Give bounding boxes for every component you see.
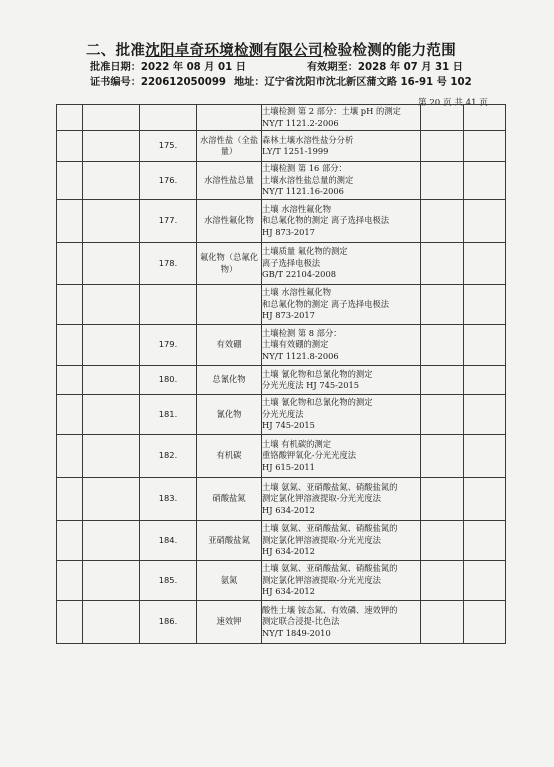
standard-line: 分光光度法 — [262, 408, 304, 419]
standard-line: 酸性土壤 铵态氮、有效磷、速效钾的 — [262, 604, 398, 615]
table-row — [57, 478, 506, 521]
empty-cell — [421, 561, 464, 601]
empty-cell — [83, 243, 140, 285]
empty-cell — [57, 325, 83, 366]
empty-cell — [464, 435, 506, 478]
standard-line: HJ 615-2011 — [262, 461, 315, 472]
standard-line: 测定氯化钾溶液提取-分光光度法 — [262, 534, 381, 545]
standard-method — [262, 478, 421, 521]
empty-cell — [57, 285, 83, 325]
test-item: 总氰化物 — [197, 366, 262, 395]
empty-cell — [57, 366, 83, 395]
standard-line: 重铬酸钾氧化-分光光度法 — [262, 450, 357, 461]
item-number: 180. — [140, 366, 197, 395]
table-row — [57, 131, 506, 162]
test-item: 水溶性盐（全盐量） — [197, 131, 262, 162]
empty-cell — [464, 521, 506, 561]
empty-cell — [83, 105, 140, 131]
empty-cell — [421, 243, 464, 285]
empty-cell — [464, 243, 506, 285]
empty-cell — [421, 521, 464, 561]
standard-line: HJ 634-2012 — [262, 504, 315, 515]
empty-cell — [421, 395, 464, 435]
item-number — [140, 105, 197, 131]
empty-cell — [421, 200, 464, 243]
empty-cell — [83, 162, 140, 200]
standard-line: 土壤检测 第 2 部分：土壤 pH 的测定 — [262, 106, 401, 116]
standard-line: 土壤 氨氮、亚硝酸盐氮、硝酸盐氮的 — [262, 523, 398, 534]
empty-cell — [464, 285, 506, 325]
standard-line: 离子选择电极法 — [262, 257, 321, 268]
page-number: 第 20 页 共 41 页 — [418, 98, 488, 108]
test-item: 硝酸盐氮 — [197, 478, 262, 521]
item-number: 179. — [140, 325, 197, 366]
standard-line: 森林土壤水溶性盐分分析 — [262, 134, 354, 145]
test-item: 亚硝酸盐氮 — [197, 521, 262, 561]
empty-cell — [464, 131, 506, 162]
empty-cell — [464, 325, 506, 366]
table-row — [57, 105, 506, 131]
empty-cell — [83, 478, 140, 521]
item-number: 183. — [140, 478, 197, 521]
standard-line: HJ 634-2012 — [262, 586, 315, 597]
standard-line: 土壤有效硼的测定 — [262, 339, 329, 350]
empty-cell — [83, 200, 140, 243]
item-number: 181. — [140, 395, 197, 435]
standard-method — [262, 243, 421, 285]
standard-method — [262, 366, 421, 395]
standard-line: 土壤检测 第 8 部分： — [262, 327, 342, 338]
empty-cell — [57, 200, 83, 243]
standard-method — [262, 162, 421, 200]
empty-cell — [57, 478, 83, 521]
standard-line: LY/T 1251-1999 — [262, 146, 329, 156]
item-number: 177. — [140, 200, 197, 243]
empty-cell — [464, 162, 506, 200]
standard-method — [262, 325, 421, 366]
capability-table — [56, 104, 506, 644]
standard-line: 测定氯化钾溶液提取-分光光度法 — [262, 574, 381, 585]
table-row — [57, 162, 506, 200]
standard-method — [262, 521, 421, 561]
standard-line: 土壤 氨氮、亚硝酸盐氮、硝酸盐氮的 — [262, 563, 398, 574]
empty-cell — [83, 325, 140, 366]
empty-cell — [57, 601, 83, 644]
item-number — [140, 285, 197, 325]
standard-method — [262, 200, 421, 243]
standard-line: 土壤 氨氮、亚硝酸盐氮、硝酸盐氮的 — [262, 481, 398, 492]
empty-cell — [83, 435, 140, 478]
table-row — [57, 325, 506, 366]
empty-cell — [421, 131, 464, 162]
page-title — [86, 39, 456, 60]
standard-line: 土壤 氰化物和总氰化物的测定 — [262, 368, 373, 379]
empty-cell — [83, 561, 140, 601]
standard-line: 土壤 水溶性氟化物 — [262, 287, 332, 298]
item-number: 175. — [140, 131, 197, 162]
empty-cell — [421, 285, 464, 325]
empty-cell — [57, 521, 83, 561]
table-row — [57, 285, 506, 325]
standard-line: HJ 873-2017 — [262, 310, 315, 321]
test-item: 有机碳 — [197, 435, 262, 478]
standard-line: HJ 873-2017 — [262, 226, 315, 237]
standard-line: 土壤 氰化物和总氰化物的测定 — [262, 397, 373, 408]
standard-line: 土壤质量 氟化物的测定 — [262, 246, 348, 257]
standard-method — [262, 131, 421, 162]
standard-line: 测定氯化钾溶液提取-分光光度法 — [262, 493, 381, 504]
standard-method — [262, 285, 421, 325]
item-number: 184. — [140, 521, 197, 561]
test-item: 速效钾 — [197, 601, 262, 644]
table-row — [57, 366, 506, 395]
table-row — [57, 601, 506, 644]
standard-line: NY/T 1121.2-2006 — [262, 117, 339, 128]
empty-cell — [421, 366, 464, 395]
standard-line: 土壤 有机碳的测定 — [262, 438, 332, 449]
empty-cell — [83, 395, 140, 435]
empty-cell — [57, 561, 83, 601]
empty-cell — [421, 325, 464, 366]
empty-cell — [464, 200, 506, 243]
item-number: 178. — [140, 243, 197, 285]
table-row — [57, 243, 506, 285]
address: 地址：辽宁省沈阳市沈北新区蒲文路 16-91 号 102 — [234, 77, 472, 88]
standard-line: 分光光度法 HJ 745-2015 — [262, 380, 360, 390]
table-row — [57, 435, 506, 478]
empty-cell — [421, 105, 464, 131]
standard-line: NY/T 1849-2010 — [262, 627, 331, 638]
empty-cell — [464, 395, 506, 435]
standard-line: 土壤水溶性盐总量的测定 — [262, 174, 354, 185]
approval-date: 批准日期：2022 年 08 月 01 日 — [90, 62, 246, 73]
empty-cell — [421, 601, 464, 644]
empty-cell — [57, 243, 83, 285]
standard-line: HJ 745-2015 — [262, 420, 315, 431]
table-row — [57, 200, 506, 243]
standard-line: HJ 634-2012 — [262, 546, 315, 557]
standard-line: 土壤检测 第 16 部分： — [262, 163, 347, 174]
test-item: 水溶性盐总量 — [197, 162, 262, 200]
standard-line: GB/T 22104-2008 — [262, 269, 337, 280]
test-item: 氰化物 — [197, 395, 262, 435]
empty-cell — [83, 521, 140, 561]
empty-cell — [57, 162, 83, 200]
empty-cell — [464, 105, 506, 131]
standard-method — [262, 435, 421, 478]
standard-method — [262, 601, 421, 644]
empty-cell — [83, 285, 140, 325]
empty-cell — [464, 366, 506, 395]
title-organization: 沈阳卓奇环境检测有限公司 — [145, 43, 323, 59]
empty-cell — [421, 478, 464, 521]
item-number: 182. — [140, 435, 197, 478]
test-item — [197, 105, 262, 131]
empty-cell — [57, 131, 83, 162]
empty-cell — [83, 601, 140, 644]
test-item: 水溶性氟化物 — [197, 200, 262, 243]
empty-cell — [57, 395, 83, 435]
standard-method — [262, 561, 421, 601]
empty-cell — [57, 435, 83, 478]
standard-line: NY/T 1121.8-2006 — [262, 350, 339, 361]
test-item: 有效硼 — [197, 325, 262, 366]
standard-line: NY/T 1121.16-2006 — [262, 186, 344, 197]
standard-method — [262, 395, 421, 435]
test-item: 氨氮 — [197, 561, 262, 601]
item-number: 176. — [140, 162, 197, 200]
table-row — [57, 395, 506, 435]
standard-line: 和总氟化物的测定 离子选择电极法 — [262, 298, 390, 309]
empty-cell — [464, 601, 506, 644]
test-item: 氟化物（总氟化物） — [197, 243, 262, 285]
empty-cell — [464, 561, 506, 601]
standard-method — [262, 105, 421, 131]
standard-line: 测定联合浸提-比色法 — [262, 616, 340, 627]
test-item — [197, 285, 262, 325]
item-number: 185. — [140, 561, 197, 601]
item-number: 186. — [140, 601, 197, 644]
empty-cell — [464, 478, 506, 521]
empty-cell — [83, 366, 140, 395]
empty-cell — [421, 435, 464, 478]
valid-until: 有效期至：2028 年 07 月 31 日 — [307, 62, 463, 73]
empty-cell — [421, 162, 464, 200]
table-row — [57, 561, 506, 601]
empty-cell — [57, 105, 83, 131]
title-suffix: 检验检测的能力范围 — [322, 43, 457, 59]
table-row — [57, 521, 506, 561]
table-body — [57, 105, 506, 644]
standard-line: 土壤 水溶性氟化物 — [262, 203, 332, 214]
standard-line: 和总氟化物的测定 离子选择电极法 — [262, 215, 390, 226]
empty-cell — [83, 131, 140, 162]
title-prefix: 二、批准 — [86, 43, 146, 59]
certificate-number: 证书编号：220612050099 — [90, 77, 226, 88]
